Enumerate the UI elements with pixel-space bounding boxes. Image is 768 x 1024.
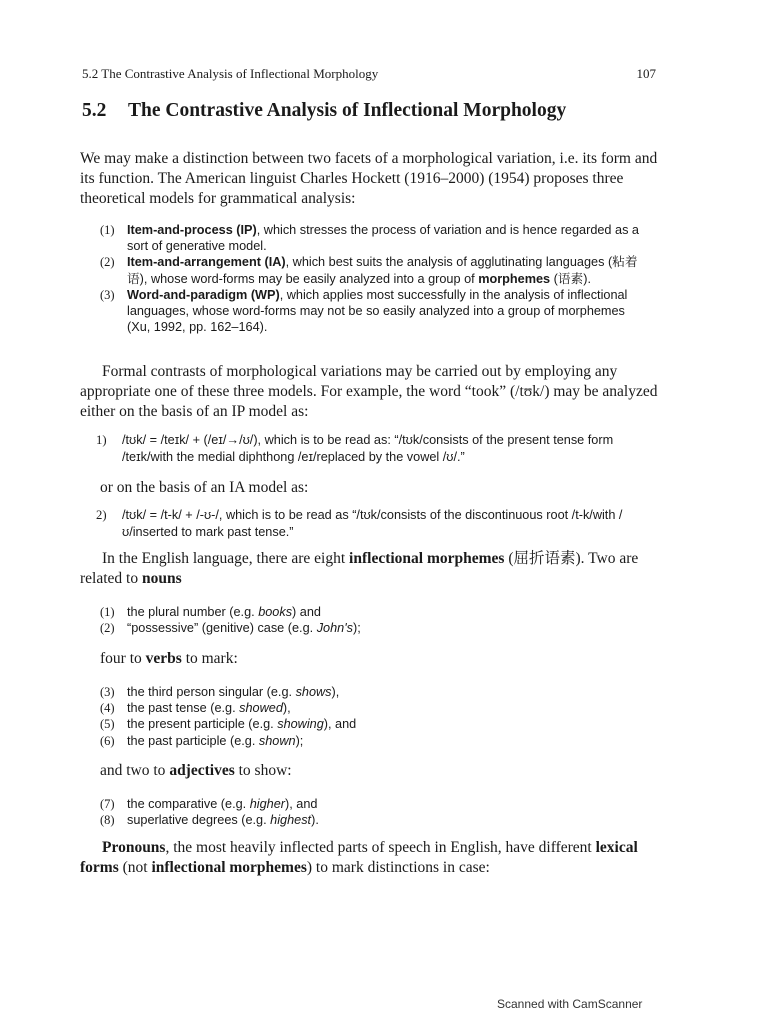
text-segment: ); — [295, 733, 304, 748]
or-ia-line: or on the basis of an IA model as: — [100, 479, 309, 496]
text-segment: the past participle (e.g. — [127, 733, 259, 748]
item-number: (6) — [100, 733, 115, 748]
example-word: John's — [316, 621, 353, 636]
term-pronouns: Pronouns — [102, 839, 166, 856]
item-number: (1) — [100, 605, 115, 619]
item-number: (5) — [100, 717, 115, 732]
text-segment: ) and — [292, 605, 321, 619]
adjective-list — [100, 796, 640, 828]
example-text: /tʊk/ = /teɪk/ + (/eɪ/→/ʊ/), which is to be read as: “/tʊk/consists of the present tense form /teɪk/with the medial diphthong /eɪ/replaced by the vowel /ʊ/.” — [122, 433, 614, 464]
term-inflectional-morphemes: inflectional morphemes — [151, 859, 307, 876]
text-segment: ) to mark distinctions in case: — [306, 859, 490, 876]
item-number: (4) — [100, 701, 115, 716]
item-number: (1) — [100, 223, 115, 237]
example-text: /tʊk/ = /t-k/ + /-ʊ-/, which is to be read as “/tʊk/consists of the discontinuous root /t-k/with /ʊ/inserted to mark past tense.” — [122, 508, 623, 539]
inflectional-paragraph — [80, 549, 658, 589]
text-segment: the past tense (e.g. — [127, 701, 240, 716]
example-word: books — [258, 605, 293, 619]
adjectives-line — [100, 761, 292, 781]
running-head — [82, 66, 656, 82]
text-segment: ), and — [285, 797, 318, 811]
model-term-morphemes: morphemes — [478, 271, 551, 286]
list-item — [100, 222, 640, 254]
example-2 — [96, 507, 656, 541]
model-desc: , which stresses the process of variation and is hence regarded as a sort of generative model. — [127, 223, 639, 254]
model-desc: , which best suits the analysis of agglutinating languages (粘着语), whose word-forms may be easily analyzed into a group of — [127, 255, 638, 286]
model-abbr: (IP) — [236, 223, 257, 237]
text-segment: to show: — [234, 762, 292, 779]
example-word: highest — [270, 813, 312, 828]
noun-list — [100, 604, 640, 636]
text-segment: and two to — [100, 762, 170, 779]
item-number: (3) — [100, 685, 115, 699]
list-item — [100, 620, 640, 636]
intro-paragraph: We may make a distinction between two facets of a morphological variation, i.e. its form and its function. The American linguist Charles Hockett (1916–2000) (1954) proposes three theoretical models for grammatical analysis: — [80, 150, 658, 207]
text-segment: , the most heavily inflected parts of speech in English, have different — [165, 839, 596, 856]
list-item — [100, 716, 640, 732]
text-segment: ), and — [323, 717, 357, 732]
item-number: (8) — [100, 813, 115, 828]
term-adjectives: adjectives — [169, 762, 235, 779]
example-word: shows — [295, 685, 332, 699]
model-abbr: (IA) — [264, 255, 286, 270]
example-word: higher — [249, 797, 285, 811]
list-item — [100, 796, 640, 812]
example-number: 1) — [96, 433, 107, 447]
list-item — [100, 812, 640, 828]
model-abbr: (WP) — [250, 287, 280, 302]
list-item — [100, 287, 640, 336]
text-segment: to mark: — [181, 650, 238, 667]
example-number: 2) — [96, 508, 107, 522]
model-term: Item-and-arrangement — [127, 255, 261, 270]
scanner-watermark: Scanned with CamScanner — [497, 997, 643, 1011]
text-segment: (屈折语素). Two are related to — [80, 550, 639, 587]
section-number: 5.2 — [82, 100, 107, 121]
term-inflectional-morphemes: inflectional morphemes — [349, 550, 505, 567]
example-1 — [96, 432, 656, 466]
text-segment: superlative degrees (e.g. — [127, 813, 271, 828]
text-segment: ). — [311, 813, 319, 828]
example-word: shown — [258, 733, 296, 748]
text-segment: ), — [282, 701, 291, 716]
text-segment: four to — [100, 650, 146, 667]
example-word: showed — [239, 701, 283, 716]
text-segment: In the English language, there are eight — [102, 550, 350, 567]
example-word: showing — [277, 717, 324, 732]
verbs-line — [100, 649, 238, 669]
text-segment: the comparative (e.g. — [127, 797, 250, 811]
model-term: Word-and-paradigm — [127, 287, 248, 302]
model-desc: , which applies most successfully in the analysis of inflectional languages, whose word-forms may not be so easily analyzed into a group of morphemes (Xu, 1992, pp. 162–164). — [127, 287, 628, 335]
text-segment: (not — [118, 859, 152, 876]
running-title: 5.2 The Contrastive Analysis of Inflectional Morphology — [82, 66, 379, 81]
item-number: (3) — [100, 287, 115, 302]
model-desc-end: (语素). — [550, 271, 591, 286]
verb-list — [100, 684, 640, 749]
model-term: Item-and-process — [127, 223, 233, 237]
item-number: (7) — [100, 797, 115, 811]
term-nouns: nouns — [141, 570, 182, 587]
item-number: (2) — [100, 621, 115, 636]
list-item — [100, 604, 640, 620]
pronouns-paragraph — [80, 838, 658, 878]
text-segment: the plural number (e.g. — [127, 605, 259, 619]
section-title: The Contrastive Analysis of Inflectional Morphology — [128, 100, 567, 121]
list-item — [100, 733, 640, 749]
text-segment: the present participle (e.g. — [127, 717, 278, 732]
term-verbs: verbs — [145, 650, 182, 667]
item-number: (2) — [100, 255, 115, 270]
formal-contrasts-paragraph: Formal contrasts of morphological variations may be carried out by employing any appropriate one of these three models. For example, the word “took” (/tʊk/) may be analyzed either on the basis of an IP model as: — [80, 363, 658, 420]
section-heading — [82, 100, 682, 122]
list-item — [100, 684, 640, 700]
models-list — [100, 222, 640, 335]
list-item — [100, 254, 640, 286]
text-segment: “possessive” (genitive) case (e.g. — [127, 621, 317, 636]
list-item — [100, 700, 640, 716]
text-segment: the third person singular (e.g. — [127, 685, 296, 699]
page-number: 107 — [636, 66, 656, 81]
term-lexical-forms: lexical forms — [80, 839, 638, 876]
text-segment: ), — [331, 685, 340, 699]
text-segment: ); — [352, 621, 361, 636]
